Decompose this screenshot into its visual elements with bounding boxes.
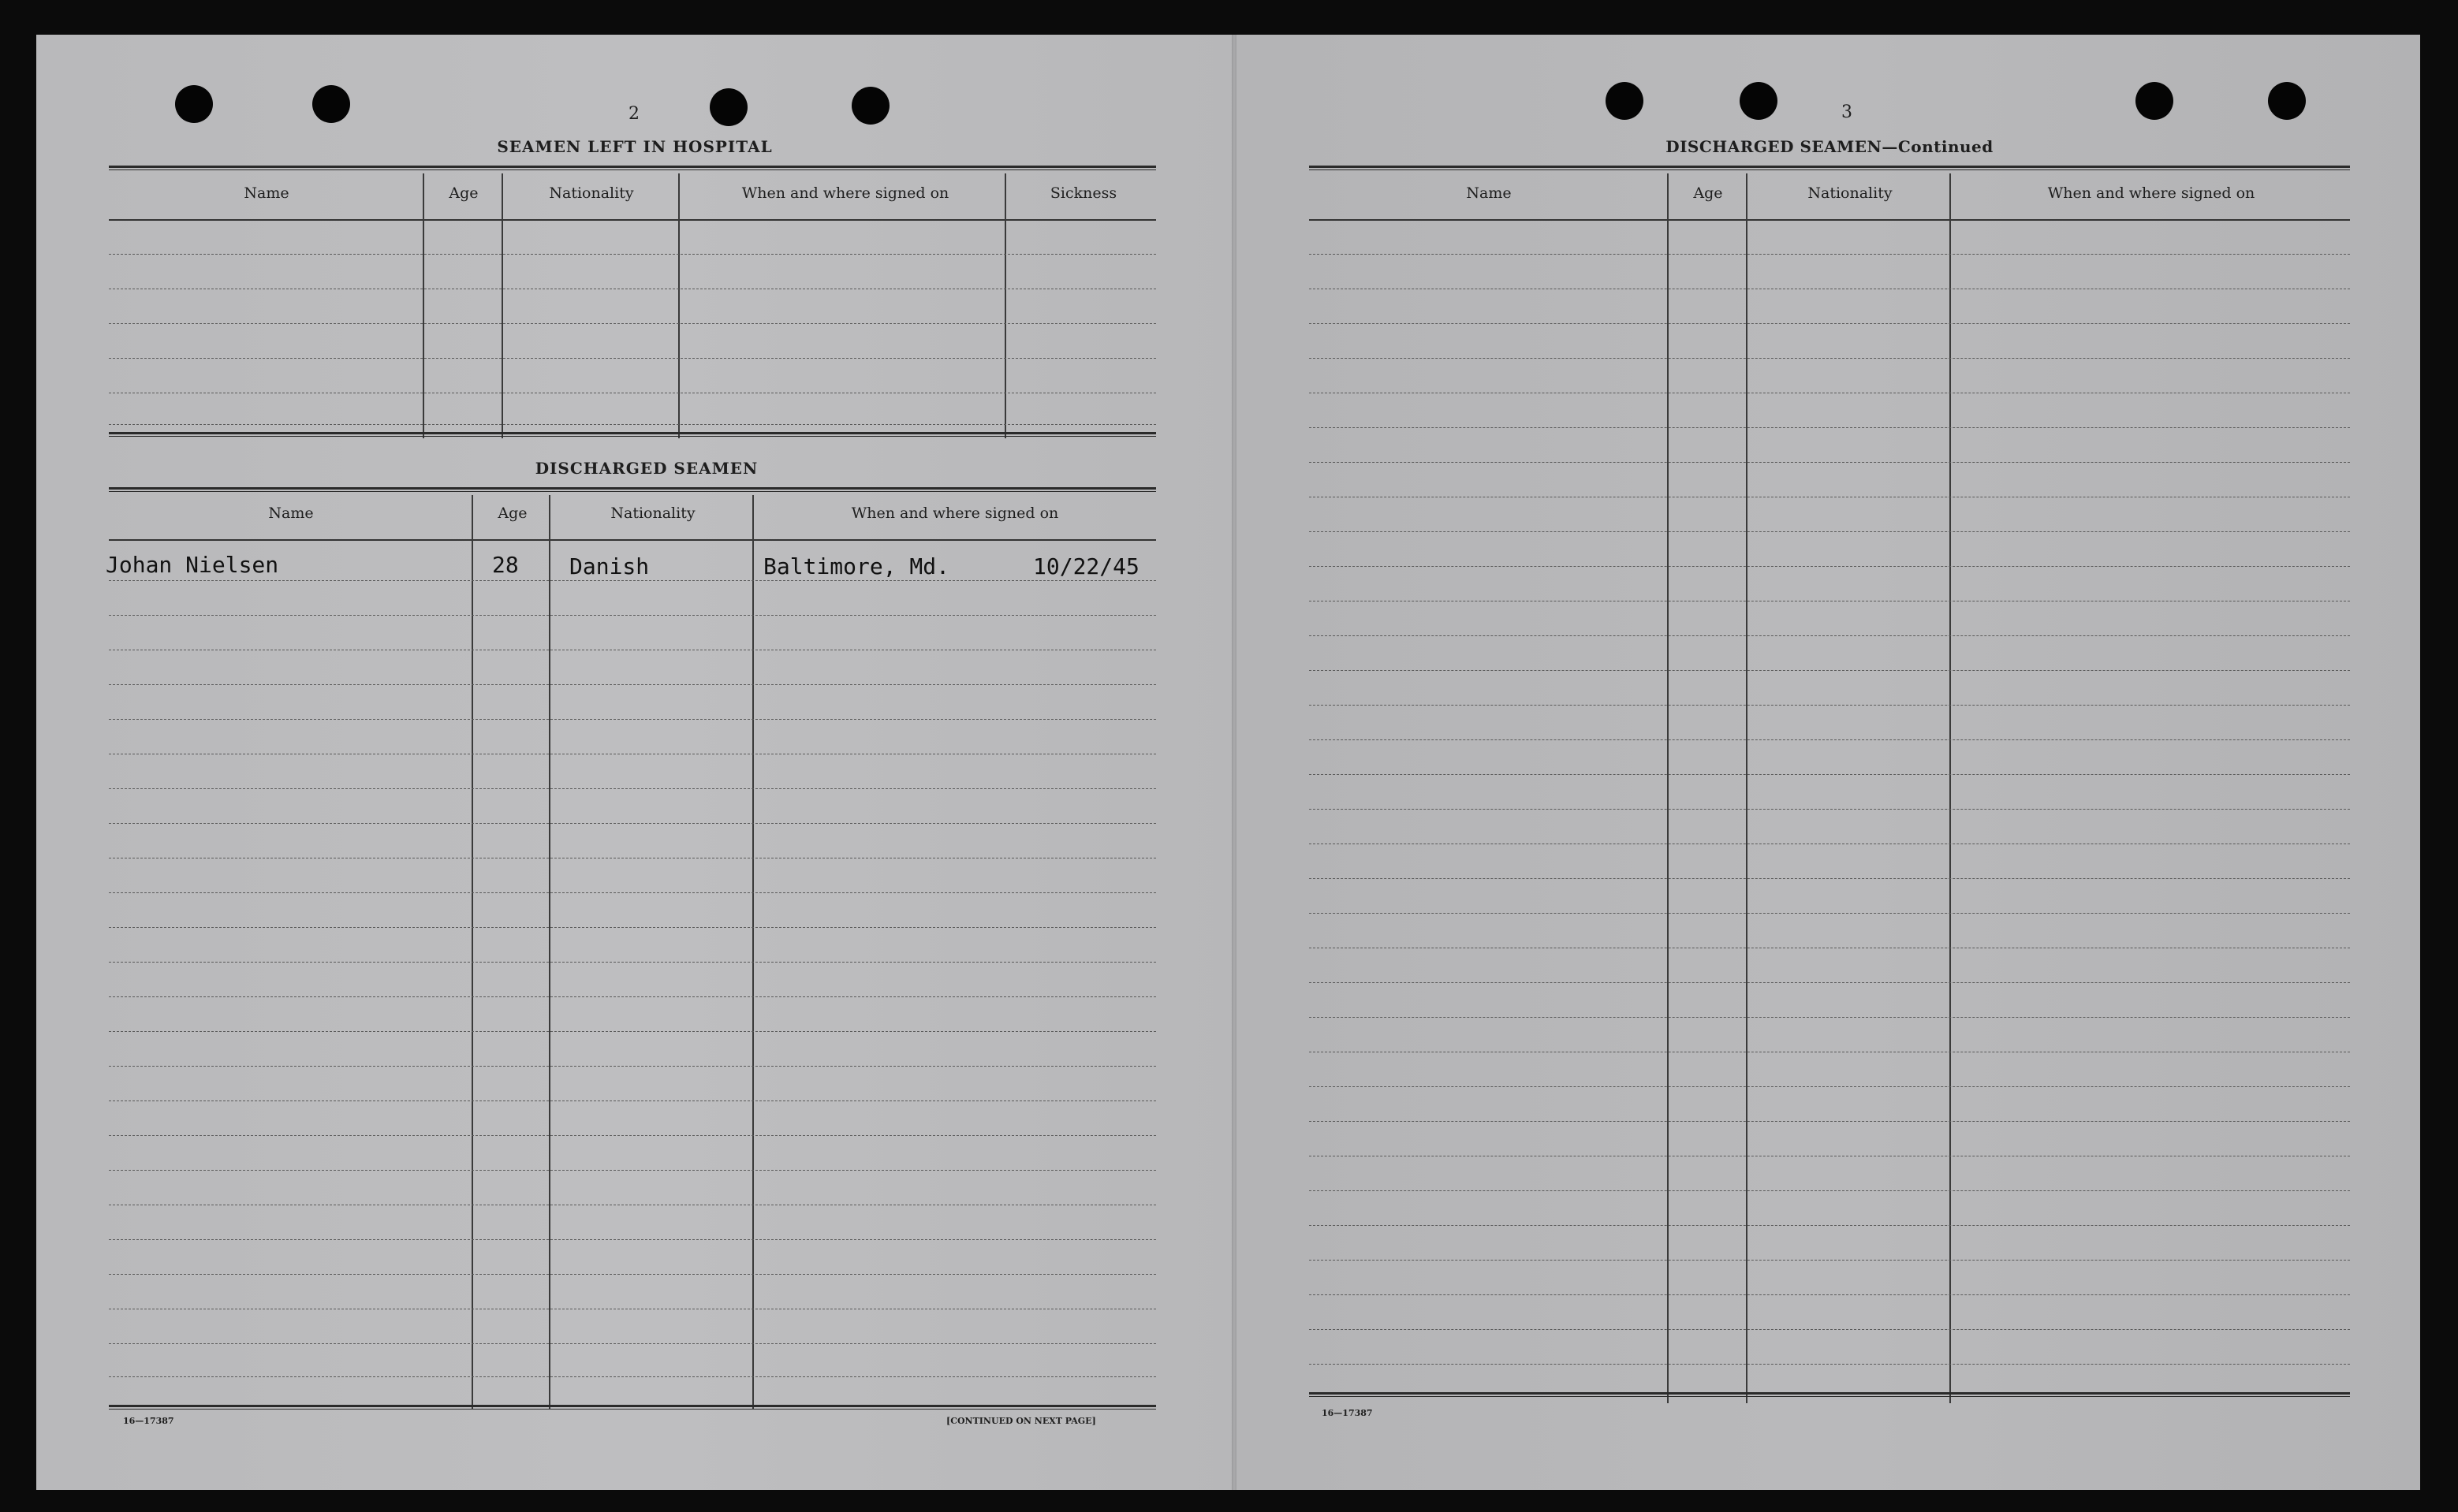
punch-hole-icon: [852, 87, 890, 125]
column-header-nationality: Nationality: [549, 184, 634, 202]
punch-hole-icon: [710, 88, 748, 126]
page-fold: [1232, 35, 1236, 1490]
column-header-sickness: Sickness: [1050, 184, 1117, 202]
punch-hole-icon: [2268, 82, 2306, 120]
signed-on-date: 10/22/45: [1033, 553, 1139, 579]
column-header-nationality: Nationality: [1807, 184, 1893, 202]
column-header-signed-on: When and where signed on: [851, 505, 1059, 522]
form-number: 16—17387: [123, 1416, 174, 1426]
punch-hole-icon: [1740, 82, 1777, 120]
column-header-nationality: Nationality: [610, 505, 696, 522]
discharged-continued-title: DISCHARGED SEAMEN—Continued: [1665, 137, 1994, 156]
punch-hole-icon: [1606, 82, 1643, 120]
signed-on-place: Baltimore, Md.: [763, 553, 950, 579]
form-number: 16—17387: [1322, 1408, 1373, 1418]
punch-hole-icon: [175, 85, 213, 123]
discharged-section-title: DISCHARGED SEAMEN: [535, 459, 759, 478]
seaman-nationality: Danish: [569, 553, 650, 579]
discharged-table: [106, 487, 1156, 1408]
column-header-age: Age: [498, 505, 528, 522]
column-header-name: Name: [268, 505, 314, 522]
column-header-name: Name: [244, 184, 289, 202]
column-header-signed-on: When and where signed on: [2047, 184, 2255, 202]
page-number: 3: [1841, 102, 1852, 122]
punch-hole-icon: [312, 85, 350, 123]
punch-hole-icon: [2135, 82, 2173, 120]
seaman-name: Johan Nielsen: [106, 552, 279, 578]
hospital-section-title: SEAMEN LEFT IN HOSPITAL: [497, 137, 773, 156]
continued-note: [CONTINUED ON NEXT PAGE]: [946, 1416, 1096, 1426]
column-header-age: Age: [1693, 184, 1723, 202]
hospital-table: [109, 166, 1156, 443]
page-number: 2: [628, 104, 640, 124]
discharged-continued-table: [1309, 166, 2350, 1403]
column-header-name: Name: [1466, 184, 1512, 202]
column-header-age: Age: [449, 184, 479, 202]
seaman-age: 28: [492, 552, 519, 578]
column-header-signed-on: When and where signed on: [741, 184, 949, 202]
